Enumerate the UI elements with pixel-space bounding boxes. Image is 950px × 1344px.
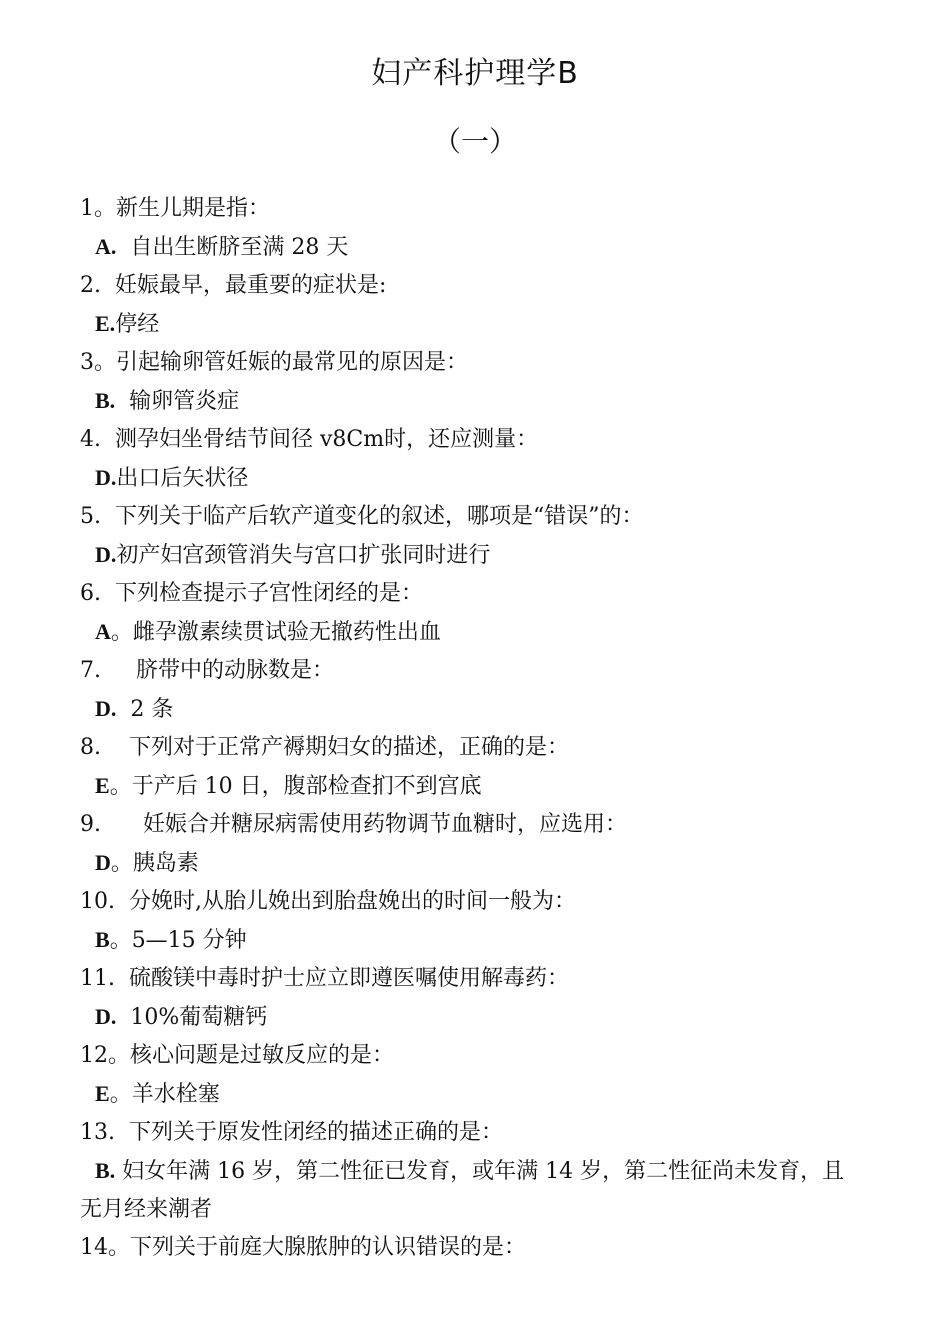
document-subtitle: （一）	[432, 125, 517, 158]
question-text: 9. 妊娠合并糖尿病需使用药物调节血糖时，应选用：	[80, 812, 627, 837]
answer-line	[80, 998, 880, 1037]
question-text: 14。下列关于前庭大腺脓肿的认识错误的是：	[80, 1235, 526, 1260]
question-text: 8. 下列对于正常产褥期妇女的描述，正确的是：	[80, 735, 569, 760]
question-item-8	[80, 729, 880, 806]
answer-line	[80, 921, 880, 960]
answer-line	[80, 1152, 855, 1229]
answer-letter: A	[95, 619, 111, 644]
answer-letter: E.	[95, 311, 116, 336]
answer-text: 。羊水栓塞	[109, 1082, 220, 1107]
answer-letter: B.	[95, 388, 116, 413]
question-item-12	[80, 1037, 880, 1114]
question-text: 1。新生儿期是指：	[80, 196, 270, 221]
answer-letter: B.	[95, 1158, 116, 1183]
question-item-2	[80, 267, 880, 344]
question-text: 5. 下列关于临产后软产道变化的叙述，哪项是“错误”的：	[80, 504, 644, 529]
answer-line	[80, 613, 880, 652]
answer-text: 。胰岛素	[110, 851, 199, 876]
question-item-1	[80, 190, 880, 267]
question-item-7	[80, 652, 880, 729]
answer-letter: D.	[95, 465, 117, 490]
answer-line	[80, 382, 880, 421]
answer-text: 。5—15 分钟	[109, 928, 247, 953]
question-item-4	[80, 421, 880, 498]
answer-line	[80, 305, 880, 344]
question-item-13	[80, 1114, 880, 1229]
question-list	[80, 190, 880, 1267]
answer-line	[80, 1075, 880, 1114]
question-item-3	[80, 344, 880, 421]
answer-letter: D.	[95, 542, 117, 567]
answer-line	[80, 459, 880, 498]
answer-text: 初产妇宫颈管消失与宫口扩张同时进行	[116, 543, 491, 568]
question-item-11	[80, 960, 880, 1037]
answer-letter: A.	[95, 234, 117, 259]
answer-line	[80, 844, 880, 883]
question-text: 6. 下列检查提示子宫性闭经的是：	[80, 581, 423, 606]
question-text: 2. 妊娠最早，最重要的症状是:	[80, 273, 387, 298]
answer-text: 。雌孕激素续贯试验无撤药性出血	[110, 620, 441, 645]
answer-line	[80, 228, 880, 267]
question-item-6	[80, 575, 880, 652]
answer-line	[80, 536, 880, 575]
document-title: 妇产科护理学B	[371, 56, 579, 91]
question-text: 13. 下列关于原发性闭经的描述正确的是：	[80, 1120, 503, 1145]
answer-text: 出口后矢状径	[116, 466, 249, 491]
answer-letter: B	[95, 927, 110, 952]
question-text: 7. 脐带中的动脉数是：	[80, 658, 334, 683]
question-item-14	[80, 1229, 880, 1267]
answer-letter: D.	[95, 1004, 117, 1029]
answer-letter: E	[95, 1081, 110, 1106]
answer-text: 停经	[115, 312, 160, 337]
question-text: 11. 硫酸镁中毒时护士应立即遵医嘱使用解毒药：	[80, 966, 569, 991]
answer-line	[80, 690, 880, 729]
question-text: 4. 测孕妇坐骨结节间径 v8Cm时，还应测量：	[80, 427, 539, 452]
answer-text: 妇女年满 16 岁，第二性征已发育，或年满 14 岁，第二性征尚未发育，且无月经来潮者	[80, 1159, 845, 1222]
answer-text: 输卵管炎症	[115, 389, 240, 414]
answer-text: 10%葡萄糖钙	[116, 1005, 268, 1030]
answer-letter: D.	[95, 696, 117, 721]
question-text: 10. 分娩时,从胎儿娩出到胎盘娩出的时间一般为：	[80, 889, 576, 914]
answer-text: 2 条	[116, 697, 174, 722]
answer-letter: D	[95, 850, 111, 875]
question-item-5	[80, 498, 880, 575]
answer-text: 自出生断脐至满 28 天	[116, 235, 349, 260]
question-item-9	[80, 806, 880, 883]
answer-letter: E	[95, 773, 110, 798]
question-text: 3。引起输卵管妊娠的最常见的原因是：	[80, 350, 468, 375]
answer-text: 。于产后 10 日，腹部检查扪不到宫底	[109, 774, 482, 799]
answer-line	[80, 767, 880, 806]
question-text: 12。核心问题是过敏反应的是：	[80, 1043, 394, 1068]
question-item-10	[80, 883, 880, 960]
